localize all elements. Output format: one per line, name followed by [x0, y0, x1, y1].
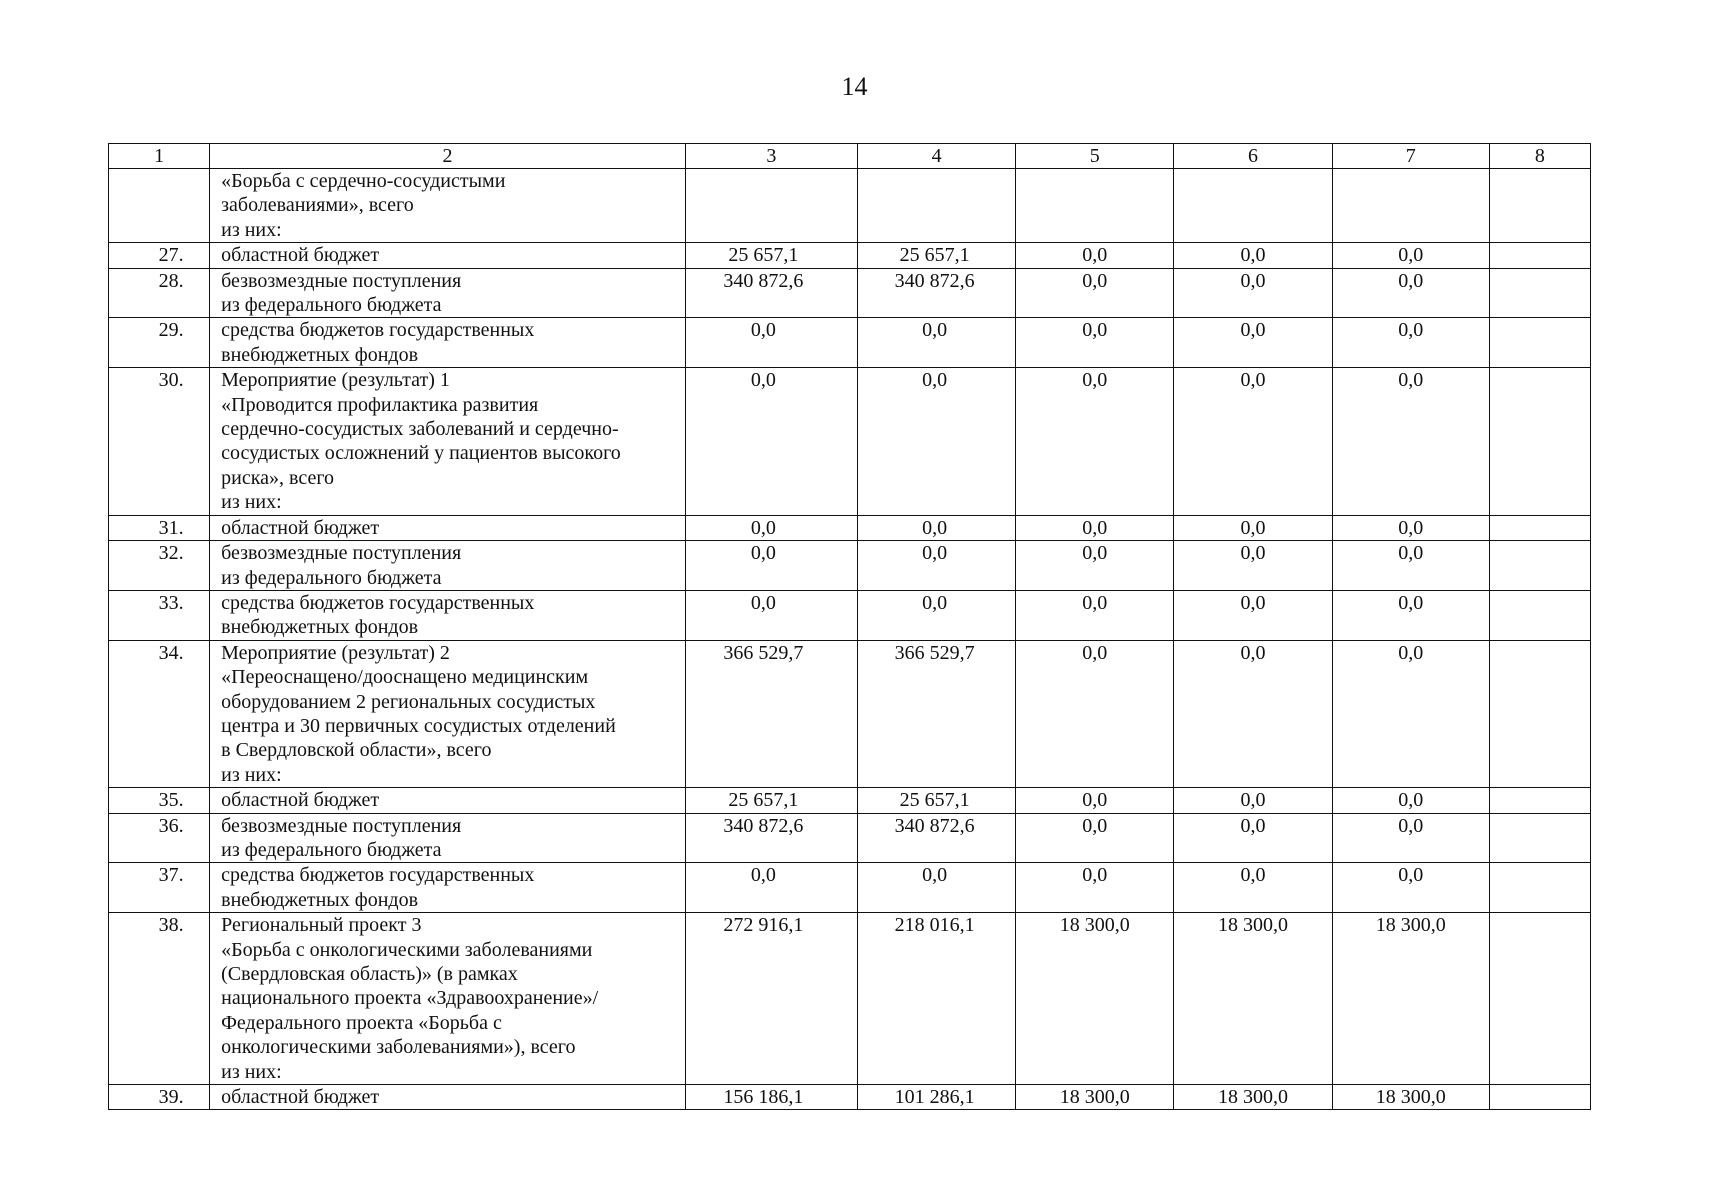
value-col-6: 18 300,0 — [1174, 913, 1332, 1085]
value-col-3: 340 872,6 — [685, 813, 857, 863]
value-col-4: 0,0 — [857, 541, 1015, 591]
value-col-5: 0,0 — [1016, 863, 1174, 913]
description-line: областной бюджет — [221, 789, 380, 812]
value-col-5: 18 300,0 — [1016, 1085, 1174, 1110]
value-col-3: 0,0 — [685, 515, 857, 540]
description-line: из них: — [221, 218, 282, 241]
value-col-8 — [1489, 913, 1590, 1085]
table-row — [109, 590, 1591, 640]
column-header: 5 — [1016, 144, 1174, 169]
value-col-8 — [1489, 268, 1590, 318]
value-col-8 — [1489, 368, 1590, 515]
description-line: «Борьба с сердечно-сосудистыми — [221, 170, 506, 192]
value-col-7: 0,0 — [1332, 368, 1489, 515]
row-number: 32. — [109, 541, 210, 591]
description-line: «Борьба с онкологическими заболеваниями — [221, 938, 593, 961]
table-row — [109, 813, 1591, 863]
value-col-5: 0,0 — [1016, 640, 1174, 787]
table-row — [109, 368, 1591, 515]
value-col-4: 25 657,1 — [857, 788, 1015, 813]
value-col-6: 0,0 — [1174, 788, 1332, 813]
table-row — [109, 268, 1591, 318]
value-col-5: 18 300,0 — [1016, 913, 1174, 1085]
value-col-4: 101 286,1 — [857, 1085, 1015, 1110]
budget-table — [108, 143, 1591, 1110]
row-description — [210, 169, 686, 243]
value-col-5: 0,0 — [1016, 243, 1174, 268]
table-row — [109, 1085, 1591, 1110]
value-col-5: 0,0 — [1016, 590, 1174, 640]
row-number: 38. — [109, 913, 210, 1085]
description-line: из федерального бюджета — [221, 566, 442, 589]
value-col-4: 0,0 — [857, 368, 1015, 515]
description-line: из федерального бюджета — [221, 294, 442, 317]
row-number: 39. — [109, 1085, 210, 1110]
description-line: в Свердловской области», всего — [221, 739, 492, 762]
value-col-8 — [1489, 515, 1590, 540]
table-row — [109, 640, 1591, 787]
value-col-5: 0,0 — [1016, 515, 1174, 540]
value-col-3: 0,0 — [685, 318, 857, 368]
description-line: Мероприятие (результат) 1 — [221, 369, 450, 392]
row-description — [210, 863, 686, 913]
row-description — [210, 243, 686, 268]
description-line: центра и 30 первичных сосудистых отделений — [221, 714, 616, 737]
value-col-3 — [685, 169, 857, 243]
table-row — [109, 243, 1591, 268]
table-row — [109, 169, 1591, 243]
description-line: безвозмездные поступления — [221, 542, 462, 565]
description-line: безвозмездные поступления — [221, 269, 462, 292]
value-col-7: 18 300,0 — [1332, 1085, 1489, 1110]
row-description — [210, 368, 686, 515]
value-col-6: 0,0 — [1174, 590, 1332, 640]
row-description — [210, 268, 686, 318]
value-col-5: 0,0 — [1016, 318, 1174, 368]
page-number: 14 — [841, 72, 868, 101]
description-line: областной бюджет — [221, 244, 380, 267]
row-number: 33. — [109, 590, 210, 640]
value-col-6: 0,0 — [1174, 541, 1332, 591]
value-col-7: 0,0 — [1332, 788, 1489, 813]
value-col-8 — [1489, 640, 1590, 787]
row-description — [210, 1085, 686, 1110]
value-col-3: 0,0 — [685, 368, 857, 515]
value-col-4: 340 872,6 — [857, 813, 1015, 863]
value-col-5: 0,0 — [1016, 541, 1174, 591]
description-line: внебюджетных фондов — [221, 616, 419, 639]
value-col-6: 0,0 — [1174, 268, 1332, 318]
value-col-7: 0,0 — [1332, 590, 1489, 640]
value-col-5: 0,0 — [1016, 268, 1174, 318]
column-header: 1 — [109, 144, 210, 169]
description-line: средства бюджетов государственных — [221, 319, 535, 342]
value-col-3: 25 657,1 — [685, 243, 857, 268]
description-line: «Переоснащено/дооснащено медицинским — [221, 666, 589, 689]
column-header: 6 — [1174, 144, 1332, 169]
value-col-3: 340 872,6 — [685, 268, 857, 318]
description-line: внебюджетных фондов — [221, 343, 419, 366]
value-col-7: 0,0 — [1332, 318, 1489, 368]
value-col-7: 0,0 — [1332, 243, 1489, 268]
table-row — [109, 788, 1591, 813]
value-col-5 — [1016, 169, 1174, 243]
value-col-6: 0,0 — [1174, 515, 1332, 540]
row-number: 30. — [109, 368, 210, 515]
row-number: 37. — [109, 863, 210, 913]
value-col-3: 0,0 — [685, 541, 857, 591]
value-col-3: 272 916,1 — [685, 913, 857, 1085]
table-row — [109, 541, 1591, 591]
description-line: оборудованием 2 региональных сосудистых — [221, 690, 596, 713]
value-col-6: 0,0 — [1174, 640, 1332, 787]
value-col-7: 0,0 — [1332, 640, 1489, 787]
table-row — [109, 863, 1591, 913]
value-col-4: 340 872,6 — [857, 268, 1015, 318]
value-col-3: 0,0 — [685, 590, 857, 640]
value-col-8 — [1489, 541, 1590, 591]
description-line: «Проводится профилактика развития — [221, 393, 539, 416]
value-col-3: 366 529,7 — [685, 640, 857, 787]
value-col-5: 0,0 — [1016, 813, 1174, 863]
value-col-4 — [857, 169, 1015, 243]
row-description — [210, 913, 686, 1085]
value-col-4: 0,0 — [857, 590, 1015, 640]
description-line: безвозмездные поступления — [221, 814, 462, 837]
description-line: риска», всего — [221, 466, 335, 489]
table-row — [109, 318, 1591, 368]
value-col-3: 156 186,1 — [685, 1085, 857, 1110]
value-col-7: 0,0 — [1332, 515, 1489, 540]
value-col-4: 0,0 — [857, 515, 1015, 540]
row-number: 29. — [109, 318, 210, 368]
row-description — [210, 813, 686, 863]
value-col-6: 18 300,0 — [1174, 1085, 1332, 1110]
value-col-7: 18 300,0 — [1332, 913, 1489, 1085]
description-line: национального проекта «Здравоохранение»/ — [221, 987, 599, 1010]
value-col-8 — [1489, 169, 1590, 243]
column-header: 2 — [210, 144, 686, 169]
description-line: внебюджетных фондов — [221, 888, 419, 911]
value-col-4: 0,0 — [857, 318, 1015, 368]
value-col-7: 0,0 — [1332, 268, 1489, 318]
description-line: средства бюджетов государственных — [221, 591, 535, 614]
value-col-3: 0,0 — [685, 863, 857, 913]
row-description — [210, 640, 686, 787]
row-description — [210, 515, 686, 540]
row-number: 28. — [109, 268, 210, 318]
description-line: из них: — [221, 491, 282, 514]
row-number: 35. — [109, 788, 210, 813]
row-description — [210, 590, 686, 640]
description-line: сосудистых осложнений у пациентов высокого — [221, 442, 621, 465]
value-col-7: 0,0 — [1332, 813, 1489, 863]
description-line: из них: — [221, 763, 282, 786]
row-description — [210, 541, 686, 591]
description-line: из них: — [221, 1060, 282, 1083]
description-line: Мероприятие (результат) 2 — [221, 641, 450, 664]
column-header: 4 — [857, 144, 1015, 169]
table-row — [109, 913, 1591, 1085]
value-col-7 — [1332, 169, 1489, 243]
value-col-7: 0,0 — [1332, 863, 1489, 913]
row-number: 27. — [109, 243, 210, 268]
value-col-8 — [1489, 243, 1590, 268]
table-row — [109, 515, 1591, 540]
description-line: областной бюджет — [221, 1086, 380, 1109]
value-col-5: 0,0 — [1016, 368, 1174, 515]
value-col-4: 218 016,1 — [857, 913, 1015, 1085]
column-header: 8 — [1489, 144, 1590, 169]
value-col-8 — [1489, 1085, 1590, 1110]
value-col-7: 0,0 — [1332, 541, 1489, 591]
value-col-3: 25 657,1 — [685, 788, 857, 813]
value-col-8 — [1489, 788, 1590, 813]
description-line: заболеваниями», всего — [221, 194, 414, 217]
value-col-4: 25 657,1 — [857, 243, 1015, 268]
value-col-6: 0,0 — [1174, 813, 1332, 863]
description-line: областной бюджет — [221, 516, 380, 539]
value-col-8 — [1489, 863, 1590, 913]
row-number — [109, 169, 210, 243]
value-col-5: 0,0 — [1016, 788, 1174, 813]
description-line: средства бюджетов государственных — [221, 864, 535, 887]
row-description — [210, 788, 686, 813]
value-col-8 — [1489, 318, 1590, 368]
value-col-6 — [1174, 169, 1332, 243]
description-line: Региональный проект 3 — [221, 914, 422, 937]
value-col-6: 0,0 — [1174, 318, 1332, 368]
value-col-6: 0,0 — [1174, 243, 1332, 268]
description-line: Федерального проекта «Борьба с — [221, 1011, 502, 1034]
row-number: 31. — [109, 515, 210, 540]
column-number-header-row — [109, 144, 1591, 169]
value-col-4: 0,0 — [857, 863, 1015, 913]
description-line: из федерального бюджета — [221, 838, 442, 861]
description-line: онкологическими заболеваниями»), всего — [221, 1036, 576, 1059]
column-header: 7 — [1332, 144, 1489, 169]
row-number: 36. — [109, 813, 210, 863]
description-line: сердечно-сосудистых заболеваний и сердечно- — [221, 418, 619, 441]
value-col-8 — [1489, 590, 1590, 640]
value-col-6: 0,0 — [1174, 368, 1332, 515]
row-description — [210, 318, 686, 368]
row-number: 34. — [109, 640, 210, 787]
description-line: (Свердловская область)» (в рамках — [221, 963, 518, 985]
value-col-4: 366 529,7 — [857, 640, 1015, 787]
column-header: 3 — [685, 144, 857, 169]
value-col-6: 0,0 — [1174, 863, 1332, 913]
value-col-8 — [1489, 813, 1590, 863]
